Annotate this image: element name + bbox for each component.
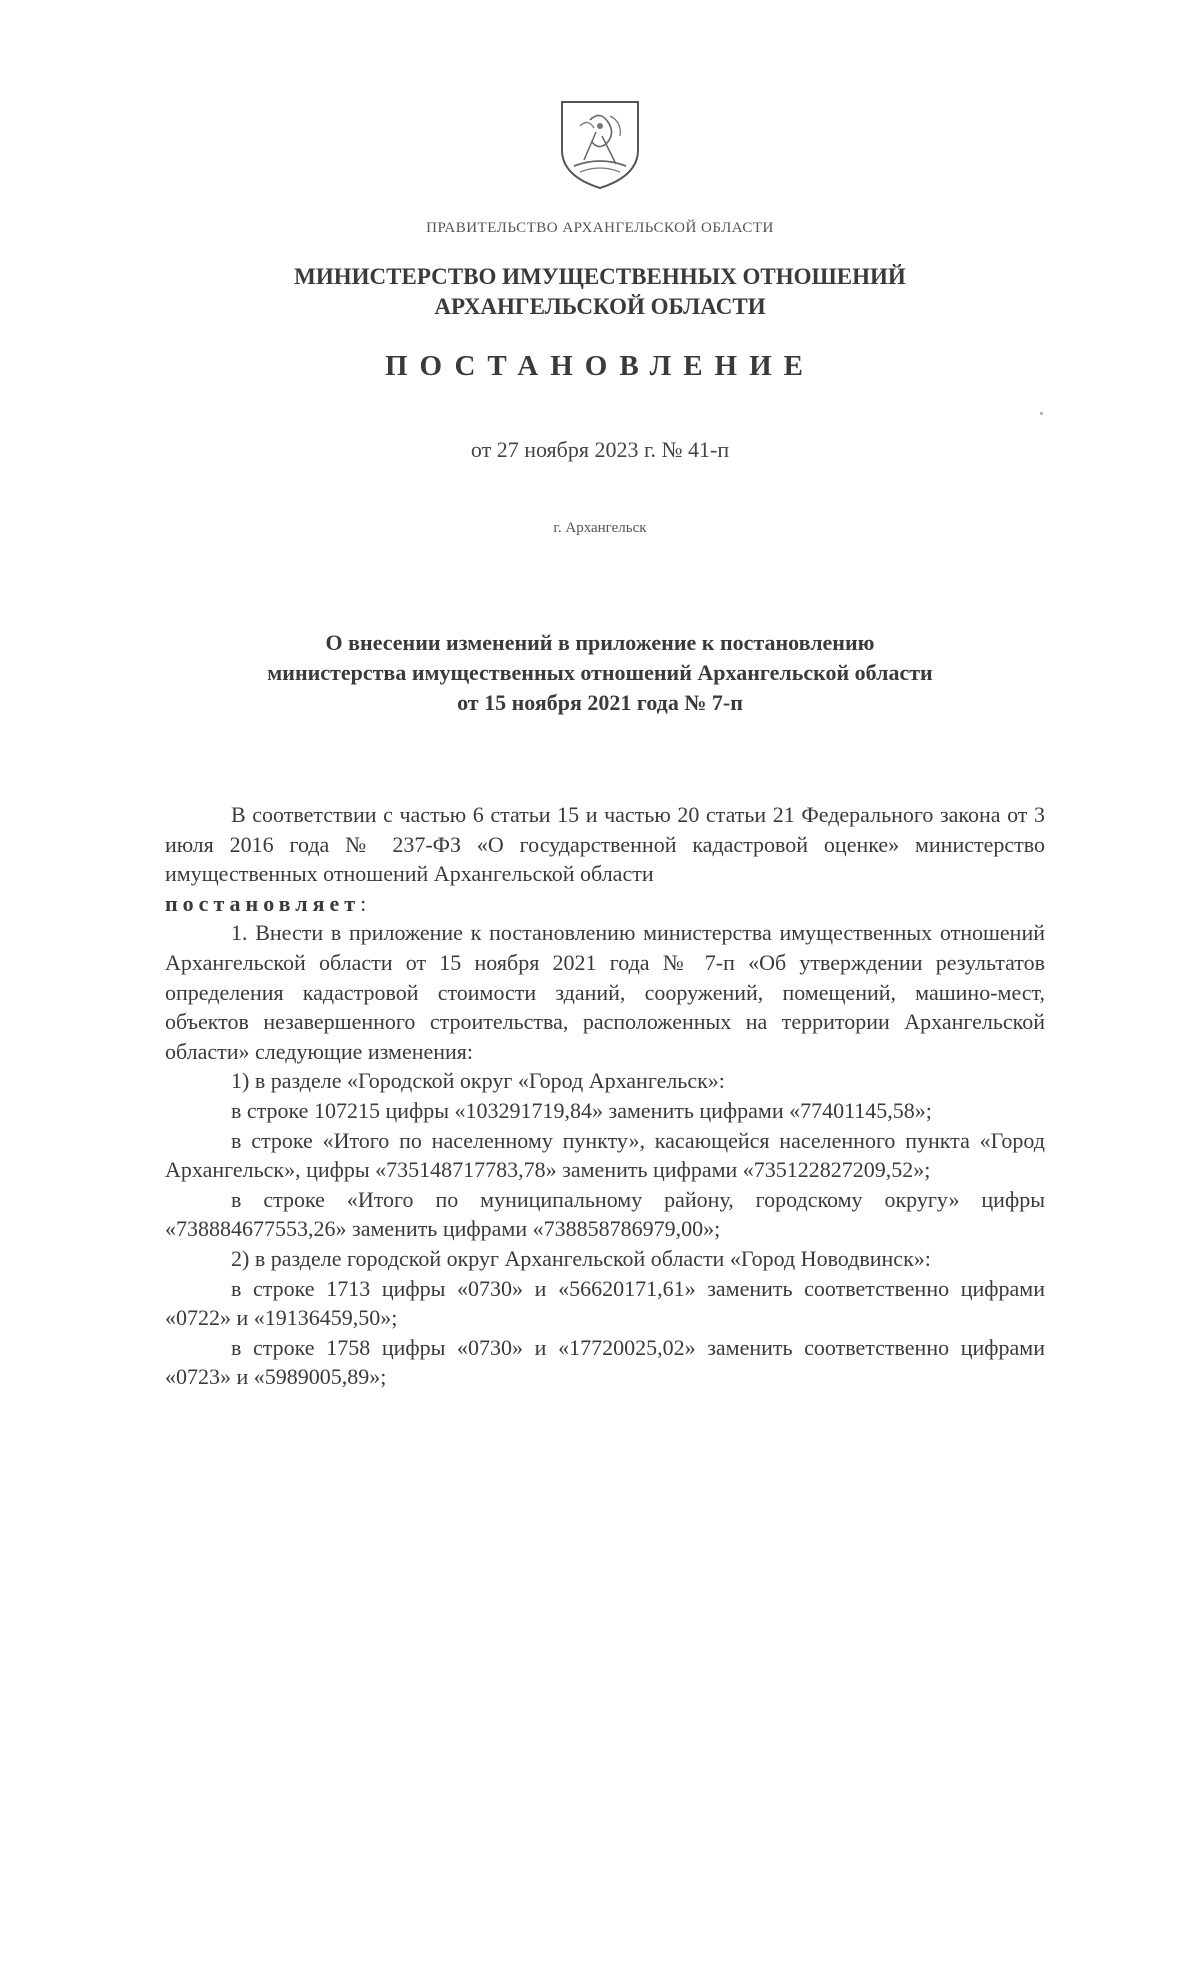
subject-line-3: от 15 ноября 2021 года № 7-п [457,690,743,715]
document-date-number: от 27 ноября 2023 г. № 41-п [470,437,730,462]
paragraph-item-1: 1. Внести в приложение к постановлению министерства имущественных отношений Архангельской области от 15 ноября 2021 года № 7-п «Об утверждении результатов определения кадастровой стоимости зданий, сооружений, помещений, машино-мест, объектов незавершенного строительства, расположенных на территории Архангельской области» следующие изменения: [165,920,1045,1064]
paragraph-total-settlement: в строке «Итого по населенному пункту», касающейся населенного пункта «Город Архангельск», цифры «735148717783,78» заменить цифрами «735122827209,52»; [165,1127,1045,1183]
subject-line-2: министерства имущественных отношений Архангельской области [267,660,933,685]
scan-speck [1040,412,1043,415]
document-type: ПОСТАНОВЛЕНИЕ [384,350,815,382]
document-body [165,800,1045,1392]
paragraph-section-1: 1) в разделе «Городской округ «Город Архангельск»: [231,1068,725,1094]
paragraph-total-district: в строке «Итого по муниципальному району, городскому округу» цифры «738884677553,26» заменить цифрами «738858786979,00»; [165,1186,1045,1242]
paragraph-section-2: 2) в разделе городской округ Архангельской области «Город Новодвинск»: [231,1245,931,1271]
document-city: г. Архангельск [553,520,647,536]
subject-line-1: О внесении изменений в приложение к постановлению [325,630,875,655]
document-subject [0,628,1200,718]
ministry-line-2: АРХАНГЕЛЬСКОЙ ОБЛАСТИ [434,294,766,319]
preamble-text: В соответствии с частью 6 статьи 15 и частью 20 статьи 21 Федерального закона от 3 июля 2016 года № 237-ФЗ «О государственной кадастровой оценке» министерство имущественных отношений Архангельской области [165,802,1045,887]
resolves-word: постановляет [165,890,361,916]
paragraph-line-107215: в строке 107215 цифры «103291719,84» заменить цифрами «77401145,58»; [231,1097,932,1123]
coat-of-arms-icon [550,92,650,192]
paragraph-line-1758: в строке 1758 цифры «0730» и «17720025,02» заменить соответственно цифрами «0723» и «5989005,89»; [165,1334,1045,1390]
paragraph-line-1713: в строке 1713 цифры «0730» и «56620171,61» заменить соответственно цифрами «0722» и «19136459,50»; [165,1275,1045,1331]
preamble-colon: : [360,890,367,916]
ministry-line-1: МИНИСТЕРСТВО ИМУЩЕСТВЕННЫХ ОТНОШЕНИЙ [294,264,906,289]
paragraph-preamble [165,800,1045,918]
ministry-title [0,262,1200,322]
government-title: ПРАВИТЕЛЬСТВО АРХАНГЕЛЬСКОЙ ОБЛАСТИ [426,220,774,236]
